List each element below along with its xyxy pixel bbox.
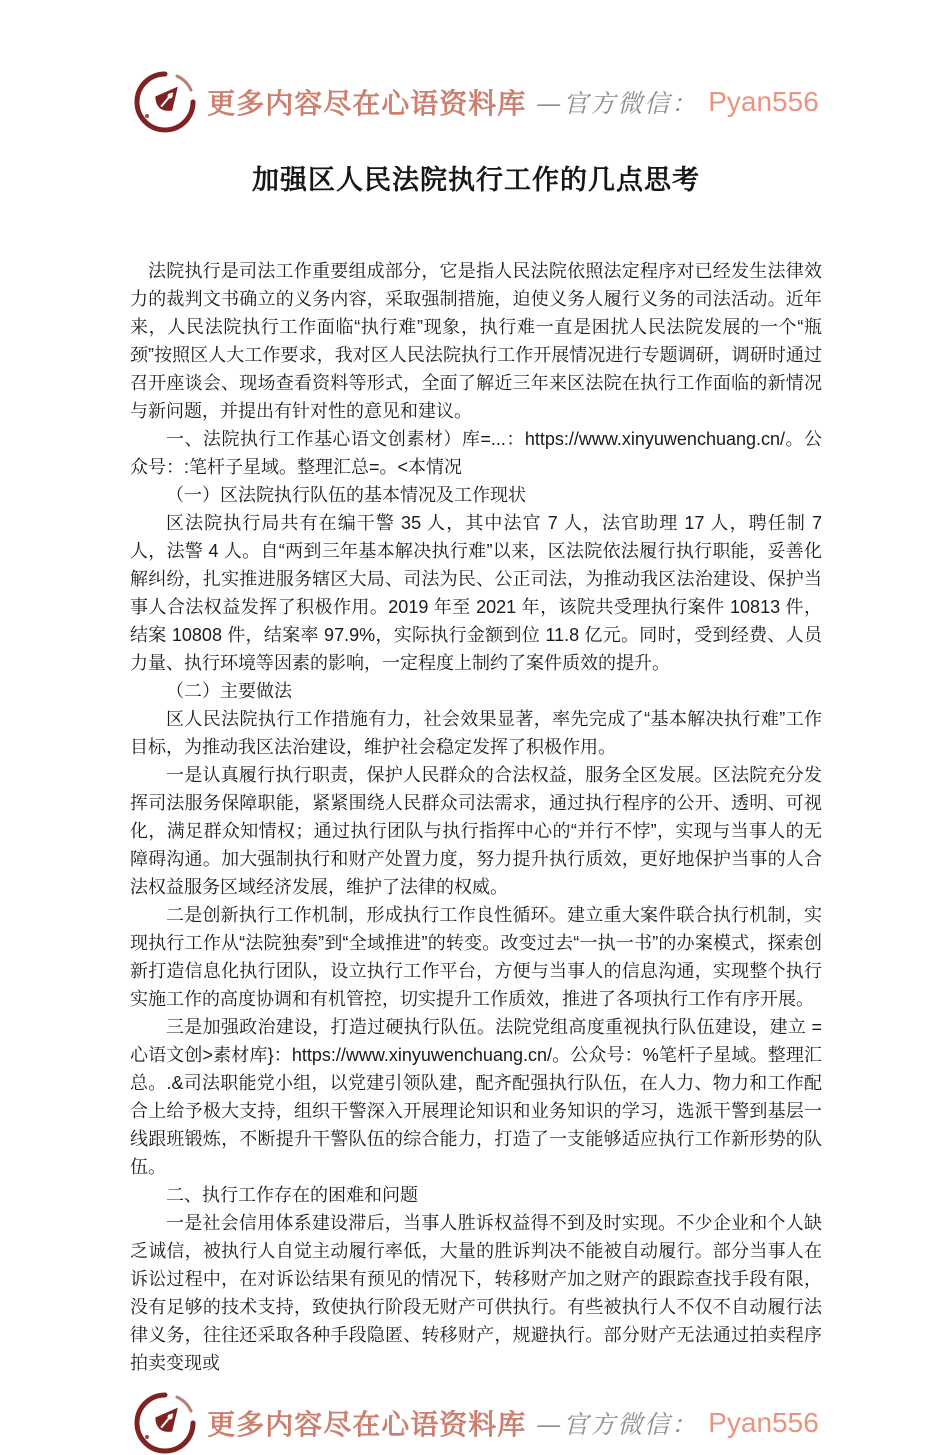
header-watermark (130, 72, 822, 132)
watermark-label-text: —官方微信： (536, 89, 699, 118)
watermark-wechat-id: Pyan556 (708, 86, 819, 117)
paragraph: 二是创新执行工作机制，形成执行工作良性循环。建立重大案件联合执行机制，实现执行工作从“法院独奏”到“全域推进”的转变。改变过去“一执一书”的办案模式，探索创新打造信息化执行团队，设立执行工作平台，方便与当事人的信息沟通，实现整个执行实施工作的高度协调和有机管控，切实提升工作质效，推进了各项执行工作有序开展。 (130, 905, 822, 1009)
document-body (130, 257, 822, 1377)
paragraph: 一是社会信用体系建设滞后，当事人胜诉权益得不到及时实现。不少企业和个人缺乏诚信，被执行人自觉主动履行率低，大量的胜诉判决不能被自动履行。部分当事人在诉讼过程中，在对诉讼结果有预见的情况下，转移财产加之财产的跟踪查找手段有限，没有足够的技术支持，致使执行阶段无财产可供执行。有些被执行人不仅不自动履行法律义务，往往还采取各种手段隐匿、转移财产，规避执行。部分财产无法通过拍卖程序拍卖变现或 (130, 1213, 822, 1373)
page-title: 加强区人民法院执行工作的几点思考 (252, 165, 700, 195)
brand-logo-icon (133, 70, 197, 134)
section-heading: 一、法院执行工作基心语文创素材）库=...：https://www.xinyuwenchuang.cn/。公众号：:笔杆子星域。整理汇总=。<本情况 (130, 429, 822, 477)
paragraph: 区法院执行局共有在编干警 35 人，其中法官 7 人，法官助理 17 人，聘任制 7 人，法警 4 人。自“两到三年基本解决执行难”以来，区法院依法履行执行职能，妥善化解纠纷，扎实推进服务辖区大局、司法为民、公正司法，为推动我区法治建设、保护当事人合法权益发挥了积极作用。2019 年至 2021 年，该院共受理执行案件 10813 件，结案 10808 件，结案率 97.9%，实际执行金额到位 11.8 亿元。同时，受到经费、人员力量、执行环境等因素的影响，一定程度上制约了案件质效的提升。 (130, 513, 822, 673)
paragraph: 一是认真履行执行职责，保护人民群众的合法权益，服务全区发展。区法院充分发挥司法服务保障职能，紧紧围绕人民群众司法需求，通过执行程序的公开、透明、可视化，满足群众知情权；通过执行团队与执行指挥中心的“并行不悖”，实现与当事人的无障碍沟通。加大强制执行和财产处置力度，努力提升执行质效，更好地保护当事的人合法权益服务区域经济发展，维护了法律的权威。 (130, 765, 822, 897)
watermark-wechat-id: Pyan556 (708, 1407, 819, 1438)
subsection-heading: （二）主要做法 (166, 681, 292, 701)
paragraph: 法院执行是司法工作重要组成部分，它是指人民法院依照法定程序对已经发生法律效力的裁判文书确立的义务内容，采取强制措施，迫使义务人履行义务的司法活动。近年来，人民法院执行工作面临“执行难”现象，执行难一直是困扰人民法院发展的一个“瓶颈”按照区人大工作要求，我对区人民法院执行工作开展情况进行专题调研，调研时通过召开座谈会、现场查看资料等形式，全面了解近三年来区法院在执行工作面临的新情况与新问题，并提出有针对性的意见和建议。 (130, 261, 822, 421)
watermark-label-text: —官方微信： (536, 1410, 699, 1439)
section-heading: 二、执行工作存在的困难和问题 (166, 1185, 418, 1205)
brand-logo-icon (133, 1391, 197, 1455)
paragraph: 三是加强政治建设，打造过硬执行队伍。法院党组高度重视执行队伍建设，建立 =心语文创>素材库}：https://www.xinyuwenchuang.cn/。公众号：%笔杆子星域。整理汇总。.&司法职能党小组，以党建引领队建，配齐配强执行队伍，在人力、物力和工作配合上给予极大支持，组织干警深入开展理论知识和业务知识的学习，选派干警到基层一线跟班锻炼，不断提升干警队伍的综合能力，打造了一支能够适应执行工作新形势的队伍。 (130, 1017, 822, 1177)
watermark-brand-text: 更多内容尽在心语资料库 (207, 87, 527, 120)
watermark-brand-text: 更多内容尽在心语资料库 (207, 1408, 527, 1441)
paragraph: 区人民法院执行工作措施有力，社会效果显著，率先完成了“基本解决执行难”工作目标，为推动我区法治建设，维护社会稳定发挥了积极作用。 (130, 709, 822, 757)
footer-watermark (130, 1393, 822, 1453)
subsection-heading: （一）区法院执行队伍的基本情况及工作现状 (166, 485, 526, 505)
